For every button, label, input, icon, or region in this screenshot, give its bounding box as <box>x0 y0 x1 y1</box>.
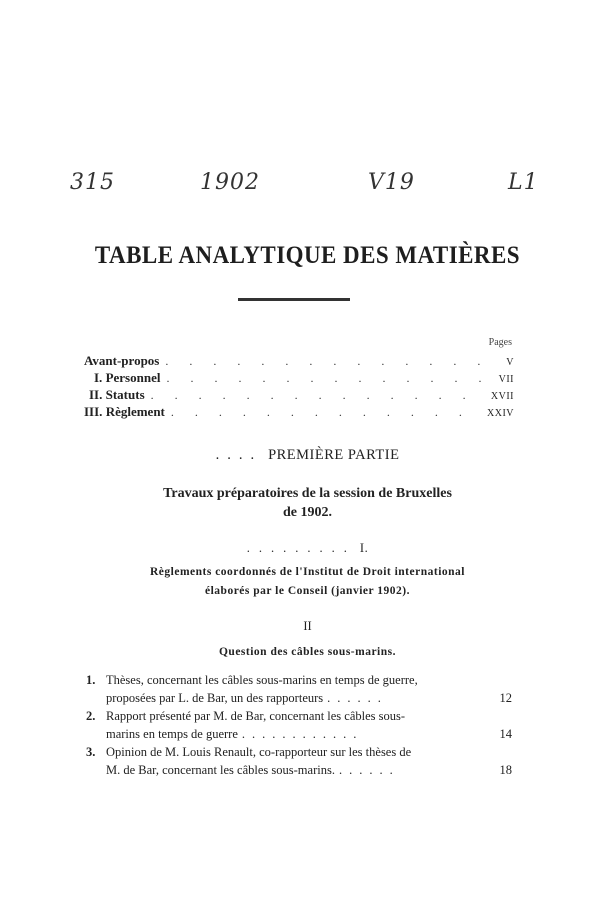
leader-dots <box>166 371 492 386</box>
item-page: 12 <box>499 691 512 705</box>
section-number: ......... I. <box>246 541 369 555</box>
part-subtitle: de 1902. <box>283 505 332 520</box>
title-divider <box>238 298 350 301</box>
toc-label: Personnel <box>105 370 161 385</box>
toc-label: Avant-propos <box>84 353 160 368</box>
page-title: TABLE ANALYTIQUE DES MATIÈRES <box>94 242 521 269</box>
toc-entry: I. Personnel . . . VII <box>84 370 514 386</box>
toc-page: XXIV <box>487 408 514 419</box>
toc-entry <box>84 353 514 369</box>
item-page: 14 <box>499 727 512 741</box>
toc-label: Statuts <box>105 387 145 402</box>
item-page: 18 <box>499 763 512 777</box>
toc-page: VII <box>498 374 514 385</box>
toc-page: V <box>506 357 514 368</box>
part-subtitle: Travaux préparatoires de la session de Bruxelles <box>163 486 452 501</box>
handwritten-note: V19 <box>368 170 415 195</box>
part-heading: .... PREMIÈRE PARTIE <box>215 447 400 463</box>
pages-header: Pages <box>488 337 512 348</box>
handwritten-note: L1 <box>508 170 539 195</box>
leader-dots <box>171 405 481 420</box>
toc-entry: III. Règlement . . . XXIV <box>84 404 514 420</box>
section-title: élaborés par le Conseil (janvier 1902). <box>205 585 410 597</box>
document-page: 315 1902 V19 L1 TABLE ANALYTIQUE DES MATIÈRES Pages Avant-propos . . . V I. Personnel . . . VII II. Statuts . . . XVII III. Règlement . . . XXIV .... PREMIÈRE PARTIE Travaux préparatoires de la session de Bruxelles de 1902. ......... I. Règlements coordonnés de l'Institut de Droit international élaborés par le Conseil (janvier 1902). II Question des câbles sous-marins. 1. Thèses, concernant les câbles sous-marins en temps de guerre, proposées par L. de Bar, un des rapporteurs ...... 12 2. Rapport présenté par M. de Bar, concernant les câbles sous- marins en temps de guerre ............ 14 3. Opinion de M. Louis Renault, co-rapporteur sur les thèses de M. de Bar, concernant les câbles sous-marins. ...... 18 <box>0 0 615 900</box>
toc-label: Règlement <box>105 404 165 419</box>
section-title: Règlements coordonnés de l'Institut de Droit international <box>149 566 465 578</box>
handwritten-note: 1902 <box>200 170 260 195</box>
toc-entry: II. Statuts . . . XVII <box>84 387 514 403</box>
leader-dots <box>165 354 500 369</box>
section-title: Question des câbles sous-marins. <box>218 646 397 658</box>
section-number: II <box>303 619 312 633</box>
toc-page: XVII <box>490 391 514 402</box>
handwritten-note: 315 <box>70 170 115 195</box>
leader-dots <box>151 388 485 403</box>
